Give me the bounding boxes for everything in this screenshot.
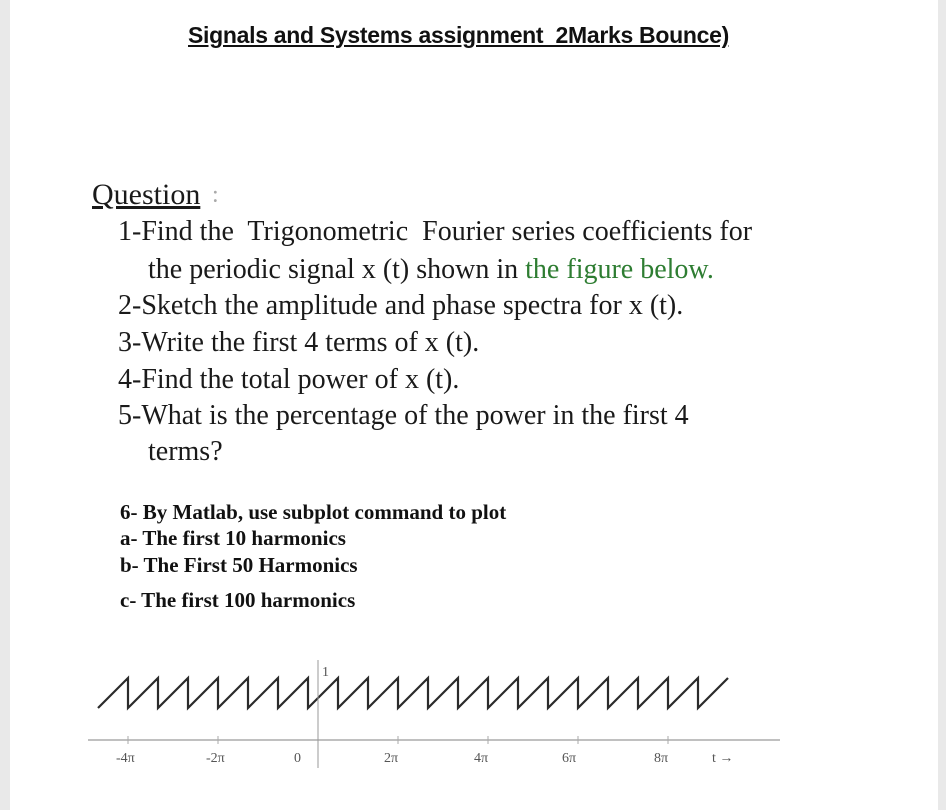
tick-label-zero: 0 — [294, 751, 301, 766]
question-1-line2-text: the periodic signal x (t) shown in — [148, 254, 526, 285]
matlab-item-b: b- The First 50 Harmonics — [120, 553, 358, 577]
tick-label-8pi: 8π — [654, 751, 669, 766]
question-4: 4-Find the total power of x (t). — [118, 364, 460, 395]
matlab-intro: 6- By Matlab, use subplot command to plot — [120, 500, 507, 524]
question-2: 2-Sketch the amplitude and phase spectra for x (t). — [118, 290, 684, 321]
tick-label-6pi: 6π — [562, 751, 577, 766]
question-3: 3-Write the first 4 terms of x (t). — [118, 327, 480, 358]
question-1-line1: 1-Find the Trigonometric Fourier series coefficients for — [118, 216, 753, 247]
question-heading: Question — [92, 178, 201, 211]
matlab-item-a: a- The first 10 harmonics — [120, 526, 346, 550]
tick-label-2pi: 2π — [384, 751, 399, 766]
sawtooth-figure — [0, 640, 946, 800]
sawtooth-waveform — [98, 678, 728, 708]
question-5-line2: terms? — [148, 436, 223, 467]
question-5-line1: 5-What is the percentage of the power in the first 4 — [118, 400, 689, 431]
tick-label-minus-2pi: -2π — [206, 751, 225, 766]
matlab-item-c: c- The first 100 harmonics — [120, 588, 356, 612]
question-heading-colon: : — [212, 182, 219, 208]
question-1-line2 — [148, 254, 714, 286]
tick-label-minus-4pi: -4π — [116, 751, 135, 766]
tick-label-4pi: 4π — [474, 751, 489, 766]
peak-value-label: 1 — [322, 665, 329, 680]
figure-reference: the figure below. — [525, 254, 714, 285]
assignment-title: Signals and Systems assignment 2Marks Bounce) — [188, 22, 729, 48]
time-axis-label: t → — [712, 751, 734, 766]
